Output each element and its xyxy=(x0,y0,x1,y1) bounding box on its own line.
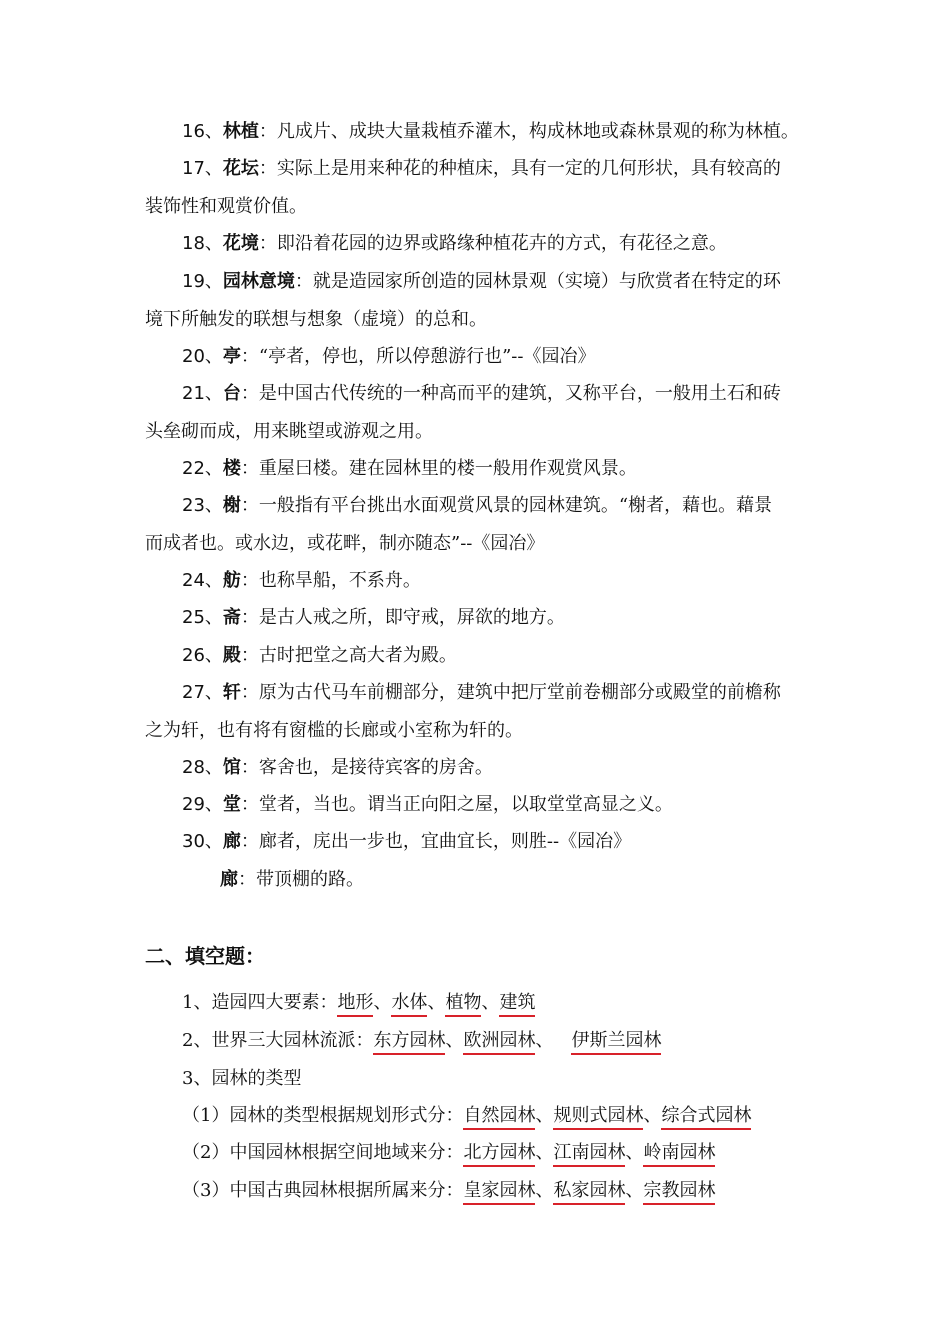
definition-text: ：一般指有平台挑出水面观赏风景的园林建筑。“榭者，藉也。藉景 xyxy=(240,495,773,516)
definition-text: ：即沿着花园的边界或路缘种植花卉的方式，有花径之意。 xyxy=(258,233,727,254)
separator: 、 xyxy=(535,1105,554,1126)
definition-21 xyxy=(182,382,781,406)
definition-text: ：带顶棚的路。 xyxy=(238,869,364,890)
item-number: 29、 xyxy=(182,794,223,815)
term: 亭 xyxy=(222,346,241,367)
item-number: 22、 xyxy=(182,458,223,479)
separator: 、 xyxy=(481,992,500,1013)
question-prefix: 1、造园四大要素： xyxy=(182,992,338,1013)
definition-text: ：重屋曰楼。建在园林里的楼一般用作观赏风景。 xyxy=(240,458,637,479)
term: 台 xyxy=(222,383,241,404)
fill-question-2 xyxy=(182,1029,661,1053)
definition-16 xyxy=(182,120,799,144)
answer: 宗教园林 xyxy=(643,1180,715,1205)
definition-25 xyxy=(182,606,565,630)
definition-text: ：是古人戒之所，即守戒，屏欲的地方。 xyxy=(240,607,565,628)
term: 舫 xyxy=(222,570,241,591)
definition-text: ：也称旱船，不系舟。 xyxy=(240,570,421,591)
item-number: 19、 xyxy=(182,271,223,292)
answer: 江南园林 xyxy=(553,1142,625,1167)
answer: 北方园林 xyxy=(463,1142,535,1167)
item-number: 28、 xyxy=(182,757,223,778)
answer: 建筑 xyxy=(499,992,535,1017)
definition-text: ：原为古代马车前棚部分，建筑中把厅堂前卷棚部分或殿堂的前檐称 xyxy=(240,682,781,703)
definition-text: ：客舍也，是接待宾客的房舍。 xyxy=(240,757,493,778)
question-prefix: （1）园林的类型根据规划形式分： xyxy=(182,1105,464,1126)
question-prefix: （2）中国园林根据空间地域来分： xyxy=(182,1142,464,1163)
item-number: 20、 xyxy=(182,346,223,367)
term: 轩 xyxy=(222,682,241,703)
separator: 、 xyxy=(445,1030,464,1051)
separator: 、 xyxy=(535,1180,554,1201)
term: 殿 xyxy=(222,645,241,666)
item-number: 26、 xyxy=(182,645,223,666)
term: 廊 xyxy=(222,831,241,852)
definition-17 xyxy=(182,157,781,181)
term: 园林意境 xyxy=(222,271,295,292)
item-number: 30、 xyxy=(182,831,223,852)
section-heading: 二、填空题： xyxy=(145,944,265,968)
definition-text: ：就是造园家所创造的园林景观（实境）与欣赏者在特定的环 xyxy=(294,271,781,292)
item-number: 16、 xyxy=(182,121,223,142)
definition-19 xyxy=(182,270,781,294)
question-prefix: 2、世界三大园林流派： xyxy=(182,1030,374,1051)
definition-text: ：凡成片、成块大量栽植乔灌木，构成林地或森林景观的称为林植。 xyxy=(258,121,799,142)
term: 林植 xyxy=(222,121,259,142)
definition-18 xyxy=(182,232,727,256)
fill-question-3-2 xyxy=(182,1141,715,1165)
definition-text: ：廊者，庑出一步也，宜曲宜长，则胜--《园冶》 xyxy=(240,831,632,852)
definition-30 xyxy=(182,830,631,854)
definition-21-continuation: 头垒砌而成，用来眺望或游观之用。 xyxy=(145,421,433,442)
separator: 、 xyxy=(625,1142,644,1163)
definition-20 xyxy=(182,345,595,369)
item-number: 24、 xyxy=(182,570,223,591)
term: 斋 xyxy=(222,607,241,628)
definition-27-continuation: 之为轩，也有将有窗槛的长廊或小室称为轩的。 xyxy=(145,720,523,741)
definition-27 xyxy=(182,681,781,705)
answer: 东方园林 xyxy=(373,1030,445,1055)
definition-23-continuation: 而成者也。或水边，或花畔，制亦随态”--《园冶》 xyxy=(145,533,545,554)
separator: 、 xyxy=(427,992,446,1013)
definition-text: ：是中国古代传统的一种高而平的建筑，又称平台，一般用土石和砖 xyxy=(240,383,781,404)
definition-text: ：实际上是用来种花的种植床，具有一定的几何形状，具有较高的 xyxy=(258,158,781,179)
fill-question-3-3 xyxy=(182,1179,715,1203)
definition-29 xyxy=(182,793,673,817)
definition-28 xyxy=(182,756,493,780)
definition-19-continuation: 境下所触发的联想与想象（虚境）的总和。 xyxy=(145,309,487,330)
separator: 、 xyxy=(535,1142,554,1163)
item-number: 23、 xyxy=(182,495,223,516)
separator: 、 xyxy=(373,992,392,1013)
term: 花境 xyxy=(222,233,259,254)
definition-22 xyxy=(182,457,637,481)
term: 馆 xyxy=(222,757,241,778)
answer: 私家园林 xyxy=(553,1180,625,1205)
definition-17-continuation: 装饰性和观赏价值。 xyxy=(145,196,307,217)
item-number: 25、 xyxy=(182,607,223,628)
item-number: 27、 xyxy=(182,682,223,703)
answer: 综合式园林 xyxy=(661,1105,751,1130)
definition-24 xyxy=(182,569,421,593)
answer: 自然园林 xyxy=(463,1105,535,1130)
item-number: 17、 xyxy=(182,158,223,179)
separator: 、 xyxy=(535,1030,554,1051)
definition-30-sub xyxy=(220,868,364,892)
separator: 、 xyxy=(643,1105,662,1126)
answer: 植物 xyxy=(445,992,481,1017)
answer: 规则式园林 xyxy=(553,1105,643,1130)
item-number: 18、 xyxy=(182,233,223,254)
item-number: 21、 xyxy=(182,383,223,404)
fill-question-3-1 xyxy=(182,1104,751,1128)
definition-text: ：“亭者，停也，所以停憩游行也”--《园冶》 xyxy=(240,346,596,367)
definition-23 xyxy=(182,494,772,518)
definition-26 xyxy=(182,644,457,668)
term: 花坛 xyxy=(222,158,259,179)
term: 楼 xyxy=(222,458,241,479)
question-prefix: （3）中国古典园林根据所属来分： xyxy=(182,1180,464,1201)
answer: 欧洲园林 xyxy=(463,1030,535,1055)
fill-question-3: 3、园林的类型 xyxy=(182,1068,302,1089)
term: 榭 xyxy=(222,495,241,516)
answer: 水体 xyxy=(391,992,427,1017)
separator: 、 xyxy=(625,1180,644,1201)
definition-text: ：堂者，当也。谓当正向阳之屋，以取堂堂高显之义。 xyxy=(240,794,673,815)
answer: 地形 xyxy=(337,992,373,1017)
answer: 伊斯兰园林 xyxy=(571,1030,661,1055)
fill-question-1 xyxy=(182,991,535,1015)
definition-text: ：古时把堂之高大者为殿。 xyxy=(240,645,457,666)
term: 堂 xyxy=(222,794,241,815)
term: 廊 xyxy=(220,869,238,890)
answer: 皇家园林 xyxy=(463,1180,535,1205)
answer: 岭南园林 xyxy=(643,1142,715,1167)
